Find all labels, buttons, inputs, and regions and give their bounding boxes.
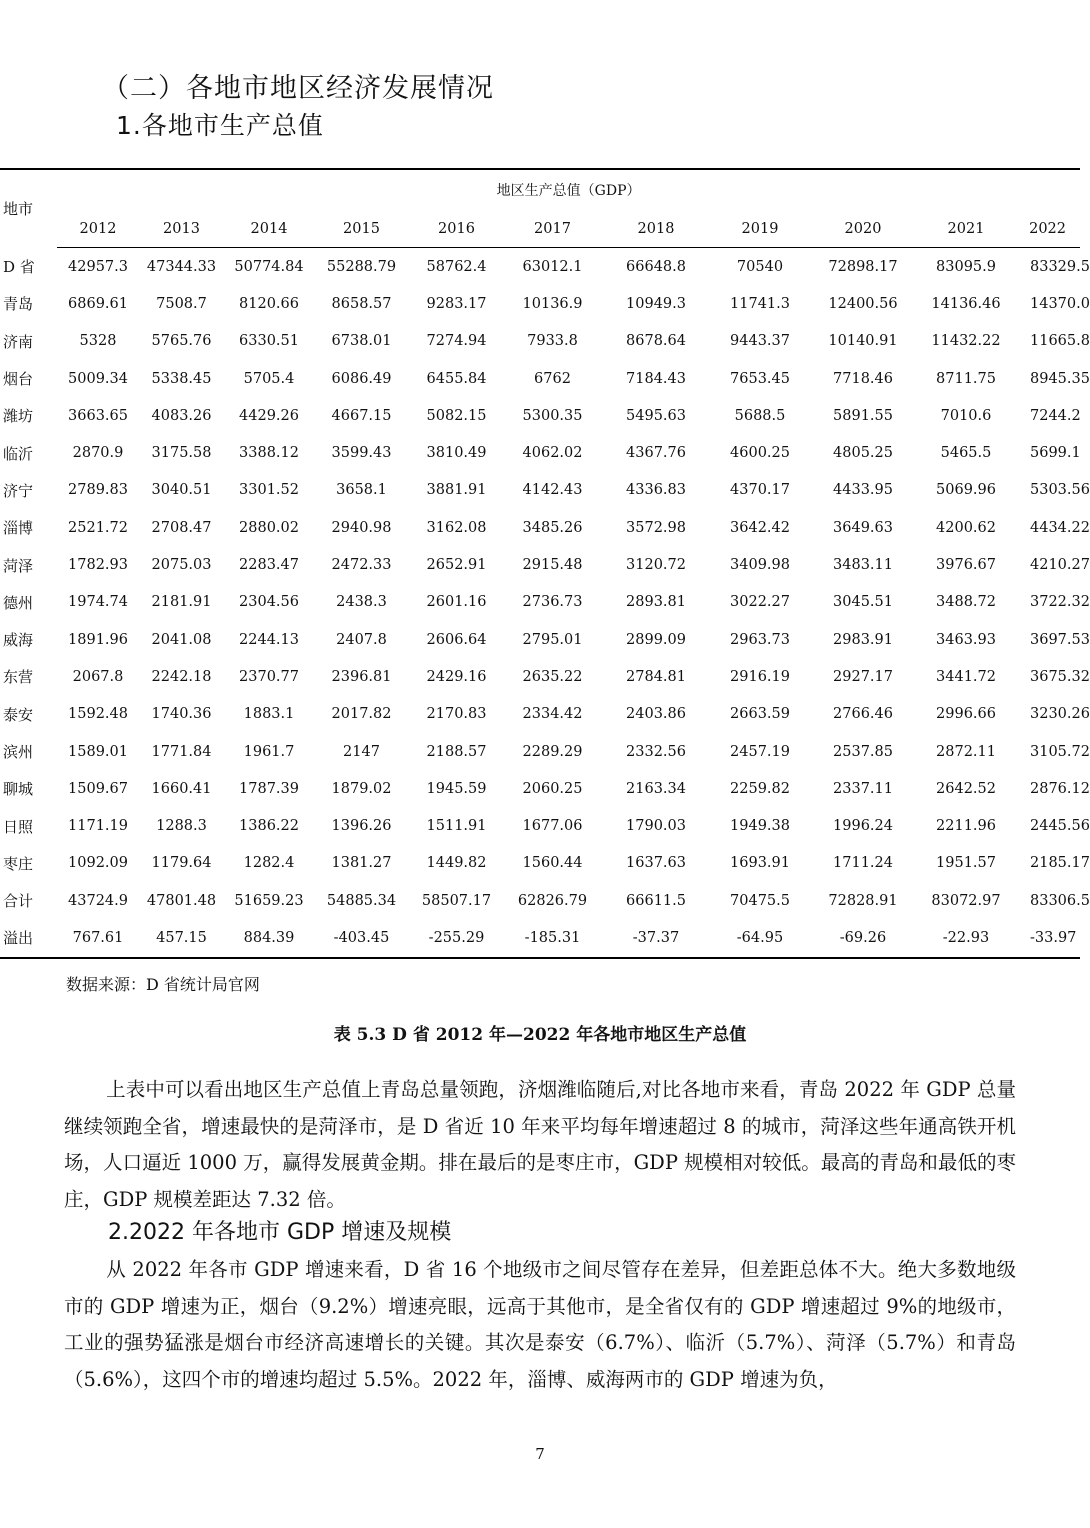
gdp-value-cell: 3599.43 (331, 445, 392, 462)
year-header: 2020 (809, 210, 917, 248)
gdp-value-cell: 54885.34 (326, 892, 397, 909)
gdp-value-cell: 12400.56 (828, 295, 898, 312)
gdp-value-cell: 6762 (534, 370, 571, 387)
gdp-value-cell: 5688.5 (734, 407, 786, 424)
gdp-value-cell: 3040.51 (151, 482, 212, 499)
subsection-title-2: 2.2022 年各地市 GDP 增速及规模 (108, 1220, 452, 1245)
city-cell: 青岛 (3, 295, 34, 314)
section-title: （二）各地市地区经济发展情况 (102, 73, 494, 104)
gdp-value-cell: 3649.63 (833, 519, 893, 536)
gdp-value-cell: 1677.06 (522, 818, 583, 835)
gdp-value-cell: 3441.72 (936, 668, 996, 685)
gdp-value-cell: 3485.26 (522, 519, 583, 536)
gdp-value-cell: 2289.29 (522, 743, 583, 760)
table-row (0, 509, 1080, 546)
gdp-value-cell: 5699.1 (1030, 445, 1081, 462)
gdp-value-cell: 4142.43 (522, 482, 583, 499)
gdp-value-cell: 2259.82 (730, 780, 790, 797)
gdp-value-cell: 83306.5 (1030, 892, 1090, 909)
gdp-value-cell: 1381.27 (331, 855, 392, 872)
gdp-value-cell: 2795.01 (522, 631, 583, 648)
gdp-value-cell: 4600.25 (730, 445, 790, 462)
gdp-value-cell: 3881.91 (426, 482, 487, 499)
gdp-value-cell: 1171.19 (68, 818, 128, 835)
gdp-value-cell: 884.39 (243, 929, 295, 946)
gdp-value-cell: 2304.56 (239, 594, 299, 611)
gdp-value-cell: 3658.1 (336, 482, 387, 499)
gdp-value-cell: 5338.45 (151, 370, 212, 387)
gdp-value-cell: 2211.96 (936, 818, 996, 835)
gdp-value-cell: 3697.53 (1030, 631, 1090, 648)
gdp-value-cell: -64.95 (736, 929, 784, 946)
gdp-value-cell: 5705.4 (243, 370, 295, 387)
city-cell: 合计 (3, 892, 34, 911)
year-header: 2013 (139, 210, 224, 248)
gdp-value-cell: 2429.16 (426, 668, 487, 685)
gdp-value-cell: 1771.84 (151, 743, 212, 760)
gdp-table (0, 168, 1090, 959)
gdp-value-cell: 2403.86 (626, 706, 686, 723)
gdp-value-cell: 3463.93 (936, 631, 996, 648)
gdp-value-cell: 1949.38 (730, 818, 790, 835)
gdp-value-cell: 2445.56 (1030, 818, 1090, 835)
gdp-value-cell: 6869.61 (68, 295, 128, 312)
gdp-value-cell: 2188.57 (426, 743, 487, 760)
gdp-value-cell: 55288.79 (326, 258, 397, 275)
gdp-value-cell: 4429.26 (239, 407, 299, 424)
gdp-value-cell: 1787.39 (239, 780, 299, 797)
year-header: 2016 (409, 210, 504, 248)
gdp-value-cell: 4210.27 (1030, 557, 1090, 574)
gdp-value-cell: 11741.3 (730, 295, 790, 312)
gdp-value-cell: 5303.56 (1030, 482, 1090, 499)
year-header: 2015 (314, 210, 409, 248)
gdp-value-cell: 14136.46 (931, 295, 1001, 312)
table-row (0, 584, 1080, 621)
gdp-value-cell: 3483.11 (833, 557, 893, 574)
gdp-value-cell: 66611.5 (626, 892, 686, 909)
gdp-value-cell: 3230.26 (1030, 706, 1090, 723)
gdp-value-cell: 5069.96 (936, 482, 996, 499)
gdp-value-cell: 2521.72 (68, 519, 128, 536)
table-row (0, 770, 1080, 807)
gdp-value-cell: 2075.03 (151, 557, 212, 574)
gdp-value-cell: 10140.91 (828, 333, 898, 350)
gdp-value-cell: 1891.96 (68, 631, 128, 648)
gdp-value-cell: 2916.19 (730, 668, 790, 685)
gdp-value-cell: 2170.83 (426, 706, 487, 723)
gdp-value-cell: 7010.6 (940, 407, 992, 424)
gdp-value-cell: 3045.51 (833, 594, 893, 611)
gdp-value-cell: 2872.11 (936, 743, 996, 760)
gdp-group-header: 地区生产总值（GDP） (496, 183, 641, 199)
gdp-value-cell: 11432.22 (931, 333, 1001, 350)
gdp-value-cell: 2601.16 (426, 594, 487, 611)
gdp-value-cell: 4083.26 (151, 407, 212, 424)
table-row (0, 807, 1080, 844)
city-cell: 淄博 (3, 519, 34, 538)
gdp-value-cell: 2334.42 (522, 706, 583, 723)
gdp-value-cell: 7933.8 (527, 333, 578, 350)
gdp-value-cell: 4434.22 (1030, 519, 1090, 536)
gdp-value-cell: 7718.46 (833, 370, 893, 387)
gdp-value-cell: 2041.08 (151, 631, 212, 648)
gdp-value-cell: 3022.27 (730, 594, 790, 611)
gdp-value-cell: 14370.0 (1030, 295, 1090, 312)
gdp-value-cell: 2370.77 (239, 668, 299, 685)
gdp-value-cell: 1883.1 (243, 706, 295, 723)
gdp-value-cell: 10136.9 (522, 295, 583, 312)
gdp-value-cell: 5082.15 (426, 407, 487, 424)
gdp-value-cell: 1693.91 (730, 855, 790, 872)
gdp-value-cell: 4062.02 (522, 445, 583, 462)
gdp-value-cell: 2963.73 (730, 631, 790, 648)
gdp-value-cell: 2242.18 (151, 668, 212, 685)
gdp-value-cell: 2606.64 (426, 631, 487, 648)
table-row (0, 621, 1080, 658)
gdp-value-cell: 1974.74 (68, 594, 128, 611)
gdp-value-cell: 2396.81 (331, 668, 392, 685)
city-cell: 滨州 (3, 743, 34, 761)
gdp-value-cell: 1945.59 (426, 780, 487, 797)
gdp-value-cell: 2870.9 (72, 445, 124, 462)
gdp-value-cell: 8945.35 (1030, 370, 1090, 387)
gdp-value-cell: -22.93 (942, 929, 990, 946)
gdp-value-cell: -69.26 (839, 929, 887, 946)
gdp-value-cell: 1092.09 (68, 855, 128, 872)
gdp-value-cell: 62826.79 (517, 892, 588, 909)
gdp-value-cell: 1396.26 (331, 818, 392, 835)
gdp-value-cell: 2899.09 (626, 631, 686, 648)
gdp-value-cell: 7274.94 (426, 333, 487, 350)
gdp-value-cell: 2332.56 (626, 743, 686, 760)
gdp-value-cell: 2438.3 (336, 594, 387, 611)
gdp-value-cell: 2940.98 (331, 519, 392, 536)
gdp-value-cell: 3105.72 (1030, 743, 1090, 760)
gdp-value-cell: 3663.65 (68, 407, 128, 424)
table-row (0, 360, 1080, 397)
gdp-value-cell: 1511.91 (426, 818, 487, 835)
table-row (0, 845, 1080, 882)
gdp-value-cell: 3120.72 (626, 557, 686, 574)
gdp-value-cell: 43724.9 (68, 892, 128, 909)
gdp-value-cell: 1660.41 (151, 780, 212, 797)
gdp-value-cell: 2983.91 (833, 631, 893, 648)
gdp-value-cell: 1288.3 (156, 818, 207, 835)
gdp-value-cell: 1589.01 (68, 743, 128, 760)
year-header: 2022 (1015, 210, 1080, 248)
city-cell: 临沂 (3, 444, 34, 463)
gdp-value-cell: 457.15 (156, 929, 207, 946)
gdp-value-cell: 7508.7 (156, 295, 207, 312)
paragraph-text: 上表中可以看出地区生产总值上青岛总量领跑，济烟潍临随后,对比各地市来看，青岛 2022 年 GDP 总量继续领跑全省，增速最快的是菏泽市，是 D 省近 10 年来平均每年增速超过 8 的城市，菏泽这些年通高铁开机场，人口逼近 1000 万，赢得发展黄金期。排在最后的是枣庄市，GDP 规模相对较低。最高的青岛和最低的枣庄，GDP 规模差距达 7.32 倍。 (64, 1078, 1016, 1211)
gdp-value-cell: 42957.3 (68, 258, 128, 275)
city-cell: 日照 (3, 817, 34, 836)
gdp-value-cell: 83072.97 (931, 892, 1001, 909)
table-row (0, 658, 1080, 695)
gdp-value-cell: 1592.48 (68, 706, 128, 723)
gdp-value-cell: 1282.4 (243, 855, 295, 872)
gdp-value-cell: 5495.63 (626, 407, 686, 424)
gdp-value-cell: 11665.8 (1030, 333, 1090, 350)
gdp-value-cell: 6330.51 (239, 333, 299, 350)
gdp-value-cell: 4367.76 (626, 445, 686, 462)
table-row (0, 696, 1080, 733)
table-row (0, 882, 1080, 919)
gdp-value-cell: 1449.82 (426, 855, 487, 872)
gdp-value-cell: 72898.17 (828, 258, 898, 275)
gdp-value-cell: 2876.12 (1030, 780, 1090, 797)
gdp-value-cell: 6086.49 (331, 370, 392, 387)
gdp-value-cell: 2784.81 (626, 668, 686, 685)
city-cell: 聊城 (3, 780, 34, 799)
gdp-value-cell: 47344.33 (146, 258, 217, 275)
year-header: 2019 (711, 210, 809, 248)
gdp-value-cell: 5009.34 (68, 370, 128, 387)
gdp-value-cell: -255.29 (428, 929, 485, 946)
subsection-title: 1.各地市生产总值 (116, 111, 324, 140)
gdp-value-cell: 1637.63 (626, 855, 686, 872)
gdp-value-cell: 2766.46 (833, 706, 893, 723)
gdp-value-cell: 2915.48 (522, 557, 583, 574)
gdp-value-cell: 5300.35 (522, 407, 583, 424)
city-cell: 济宁 (3, 481, 34, 500)
gdp-value-cell: 7184.43 (626, 370, 686, 387)
gdp-value-cell: -33.97 (1030, 929, 1077, 946)
gdp-value-cell: 2457.19 (730, 743, 790, 760)
city-cell: 烟台 (3, 370, 34, 389)
city-cell: 溢出 (3, 929, 34, 948)
gdp-value-cell: 50774.84 (234, 258, 304, 275)
table-row (0, 919, 1080, 957)
year-header-row (0, 210, 1080, 248)
gdp-value-cell: 2652.91 (426, 557, 487, 574)
gdp-value-cell: 8711.75 (936, 370, 996, 387)
gdp-value-cell: 2880.02 (239, 519, 299, 536)
gdp-value-cell: 10949.3 (626, 295, 686, 312)
gdp-value-cell: 70540 (736, 258, 784, 275)
page-number: 7 (535, 1445, 545, 1463)
gdp-value-cell: 1879.02 (331, 780, 392, 797)
table-row (0, 546, 1080, 583)
gdp-value-cell: 2147 (343, 743, 380, 760)
gdp-value-cell: 9443.37 (730, 333, 790, 350)
gdp-value-cell: 1782.93 (68, 557, 128, 574)
gdp-value-cell: 2927.17 (833, 668, 893, 685)
gdp-value-cell: 83329.5 (1030, 258, 1090, 275)
gdp-value-cell: 2060.25 (522, 780, 583, 797)
gdp-value-cell: 51659.23 (234, 892, 304, 909)
gdp-value-cell: 3388.12 (239, 445, 299, 462)
city-column-header: 地市 (3, 200, 34, 219)
gdp-value-cell: 3301.52 (239, 482, 299, 499)
table-row (0, 733, 1080, 770)
gdp-value-cell: 8658.57 (331, 295, 392, 312)
table-row (0, 397, 1080, 434)
city-cell: D 省 (3, 257, 35, 276)
gdp-value-cell: 3572.98 (626, 519, 686, 536)
gdp-value-cell: 5328 (79, 333, 117, 350)
gdp-value-cell: 83095.9 (936, 258, 996, 275)
table-body (0, 248, 1090, 958)
year-header: 2012 (57, 210, 139, 248)
gdp-value-cell: 1996.24 (833, 818, 893, 835)
gdp-value-cell: 6738.01 (331, 333, 392, 350)
gdp-value-cell: 1179.64 (151, 855, 212, 872)
year-header: 2021 (917, 210, 1015, 248)
gdp-value-cell: 2663.59 (730, 706, 790, 723)
city-cell: 菏泽 (3, 556, 34, 575)
gdp-value-cell: 3409.98 (730, 557, 790, 574)
city-cell: 东营 (3, 668, 34, 687)
gdp-value-cell: 4200.62 (936, 519, 996, 536)
gdp-value-cell: 2635.22 (522, 668, 583, 685)
city-cell: 威海 (3, 631, 34, 650)
year-header: 2014 (224, 210, 314, 248)
gdp-value-cell: -403.45 (333, 929, 390, 946)
table-row (0, 323, 1080, 360)
gdp-value-cell: 2642.52 (936, 780, 996, 797)
analysis-paragraph (64, 1072, 1016, 1218)
gdp-value-cell: 1961.7 (243, 743, 295, 760)
gdp-value-cell: 5765.76 (151, 333, 212, 350)
gdp-value-cell: 4667.15 (331, 407, 392, 424)
gdp-value-cell: -37.37 (632, 929, 680, 946)
gdp-value-cell: 5465.5 (940, 445, 992, 462)
gdp-value-cell: 3722.32 (1030, 594, 1090, 611)
gdp-value-cell: 7244.2 (1030, 407, 1081, 424)
gdp-value-cell: 1386.22 (239, 818, 299, 835)
gdp-value-cell: 2996.66 (936, 706, 996, 723)
year-header: 2017 (504, 210, 601, 248)
gdp-value-cell: 3162.08 (426, 519, 487, 536)
gdp-value-cell: 3488.72 (936, 594, 996, 611)
table-row (0, 434, 1080, 471)
gdp-value-cell: 66648.8 (626, 258, 686, 275)
gdp-value-cell: -185.31 (524, 929, 581, 946)
gdp-value-cell: 1740.36 (151, 706, 212, 723)
gdp-value-cell: 2163.34 (626, 780, 686, 797)
gdp-value-cell: 3175.58 (151, 445, 212, 462)
gdp-value-cell: 1711.24 (833, 855, 893, 872)
gdp-value-cell: 5891.55 (833, 407, 893, 424)
growth-paragraph (64, 1252, 1016, 1398)
gdp-value-cell: 3976.67 (936, 557, 996, 574)
city-cell: 枣庄 (3, 854, 34, 873)
gdp-value-cell: 2537.85 (833, 743, 893, 760)
table-row (0, 285, 1080, 322)
gdp-value-cell: 2337.11 (833, 780, 893, 797)
city-cell: 潍坊 (3, 407, 34, 426)
gdp-value-cell: 4433.95 (833, 482, 893, 499)
source-note: 数据来源：D 省统计局官网 (66, 975, 260, 994)
gdp-value-cell: 2283.47 (239, 557, 299, 574)
gdp-value-cell: 72828.91 (828, 892, 898, 909)
gdp-value-cell: 1509.67 (68, 780, 128, 797)
gdp-value-cell: 4336.83 (626, 482, 686, 499)
gdp-value-cell: 2893.81 (626, 594, 686, 611)
paragraph-text: 从 2022 年各市 GDP 增速来看，D 省 16 个地级市之间尽管存在差异，但差距总体不大。绝大多数地级市的 GDP 增速为正，烟台（9.2%）增速亮眼，远高于其他市，是全省仅有的 GDP 增速超过 9%的地级市，工业的强势猛涨是烟台市经济高速增长的关键。其次是泰安（6.7%）、临沂（5.7%）、菏泽（5.7%）和青岛（5.6%），这四个市的增速均超过 5.5%。2022 年，淄博、威海两市的 GDP 增速为负， (64, 1258, 1016, 1391)
gdp-value-cell: 1560.44 (522, 855, 583, 872)
gdp-value-cell: 3642.42 (730, 519, 790, 536)
gdp-value-cell: 4370.17 (730, 482, 790, 499)
gdp-value-cell: 9283.17 (426, 295, 487, 312)
gdp-value-cell: 2708.47 (151, 519, 212, 536)
city-cell: 德州 (3, 593, 34, 612)
gdp-value-cell: 2789.83 (68, 482, 128, 499)
city-cell: 济南 (3, 332, 34, 351)
table-row (0, 248, 1080, 286)
gdp-value-cell: 2244.13 (239, 631, 299, 648)
table-caption: 表 5.3 D 省 2012 年—2022 年各地市地区生产总值 (333, 1025, 747, 1045)
gdp-value-cell: 2067.8 (72, 668, 124, 685)
gdp-value-cell: 3675.32 (1030, 668, 1090, 685)
gdp-value-cell: 8678.64 (626, 333, 686, 350)
gdp-value-cell: 2185.17 (1030, 855, 1090, 872)
gdp-value-cell: 7653.45 (730, 370, 790, 387)
gdp-value-cell: 63012.1 (522, 258, 583, 275)
gdp-value-cell: 70475.5 (730, 892, 790, 909)
gdp-value-cell: 1790.03 (626, 818, 686, 835)
gdp-value-cell: 2017.82 (331, 706, 392, 723)
gdp-value-cell: 767.61 (72, 929, 124, 946)
gdp-value-cell: 4805.25 (833, 445, 893, 462)
gdp-value-cell: 2407.8 (336, 631, 387, 648)
gdp-value-cell: 8120.66 (239, 295, 299, 312)
gdp-value-cell: 6455.84 (426, 370, 487, 387)
gdp-value-cell: 58762.4 (426, 258, 487, 275)
gdp-value-cell: 2736.73 (522, 594, 583, 611)
gdp-value-cell: 2472.33 (331, 557, 392, 574)
gdp-value-cell: 1951.57 (936, 855, 996, 872)
city-cell: 泰安 (3, 705, 34, 724)
year-header: 2018 (601, 210, 711, 248)
gdp-value-cell: 47801.48 (146, 892, 217, 909)
gdp-value-cell: 58507.17 (421, 892, 492, 909)
table-row (0, 472, 1080, 509)
gdp-value-cell: 3810.49 (426, 445, 487, 462)
gdp-value-cell: 2181.91 (151, 594, 212, 611)
